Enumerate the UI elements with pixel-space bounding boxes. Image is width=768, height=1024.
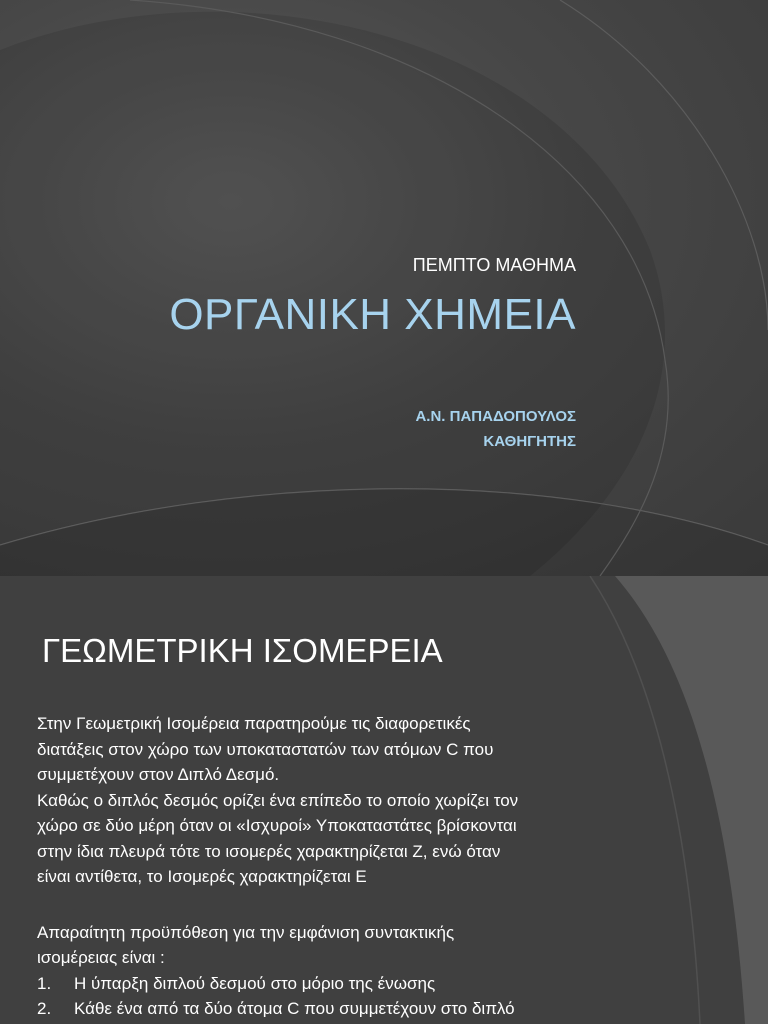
intro-line: Απαραίτητη προϋπόθεση για την εμφάνιση συντακτικής <box>37 922 455 942</box>
slide-body <box>37 711 627 1022</box>
list-number: 1. <box>37 973 52 993</box>
author-name: Α.Ν. ΠΑΠΑΔΟΠΟΥΛΟΣ <box>415 408 576 425</box>
slide-title: ΟΡΓΑΝΙΚΗ ΧΗΜΕΙΑ <box>169 290 576 339</box>
paragraph-line: διατάξεις στον χώρο των υποκαταστατών των ατόμων C που <box>37 739 494 759</box>
list-text: Κάθε ένα από τα δύο άτομα C που συμμετέχουν στο διπλό <box>74 999 515 1018</box>
slide-subtitle: ΠΕΜΠΤΟ ΜΑΘΗΜΑ <box>412 255 576 275</box>
list-item <box>37 996 627 1022</box>
slide-heading: ΓΕΩΜΕΤΡΙΚΗ ΙΣΟΜΕΡΕΙΑ <box>42 632 443 669</box>
paragraph-line: Καθώς ο διπλός δεσμός ορίζει ένα επίπεδο το οποίο χωρίζει τον <box>37 790 519 810</box>
list-item <box>37 971 627 997</box>
author-role: ΚΑΘΗΓΗΤΗΣ <box>483 433 576 450</box>
author-block <box>415 404 576 454</box>
paragraph-line: είναι αντίθετα, το Ισομερές χαρακτηρίζεται Ε <box>37 867 367 886</box>
paragraph-line: στην ίδια πλευρά τότε το ισομερές χαρακτηρίζεται Ζ, ενώ όταν <box>37 841 501 861</box>
list-text: Η ύπαρξη διπλού δεσμού στο μόριο της ένωσης <box>74 973 436 993</box>
intro-line: ισομέρειας είναι : <box>37 948 165 967</box>
content-slide <box>0 576 768 1024</box>
paragraph-line: χώρο σε δύο μέρη όταν οι «Ισχυροί» Υποκαταστάτες βρίσκονται <box>37 816 517 835</box>
paragraph-line: Στην Γεωμετρική Ισομέρεια παρατηρούμε τις διαφορετικές <box>37 714 471 733</box>
list-number: 2. <box>37 999 52 1018</box>
paragraph-line: συμμετέχουν στον Διπλό Δεσμό. <box>37 765 280 784</box>
spacer <box>37 890 627 920</box>
